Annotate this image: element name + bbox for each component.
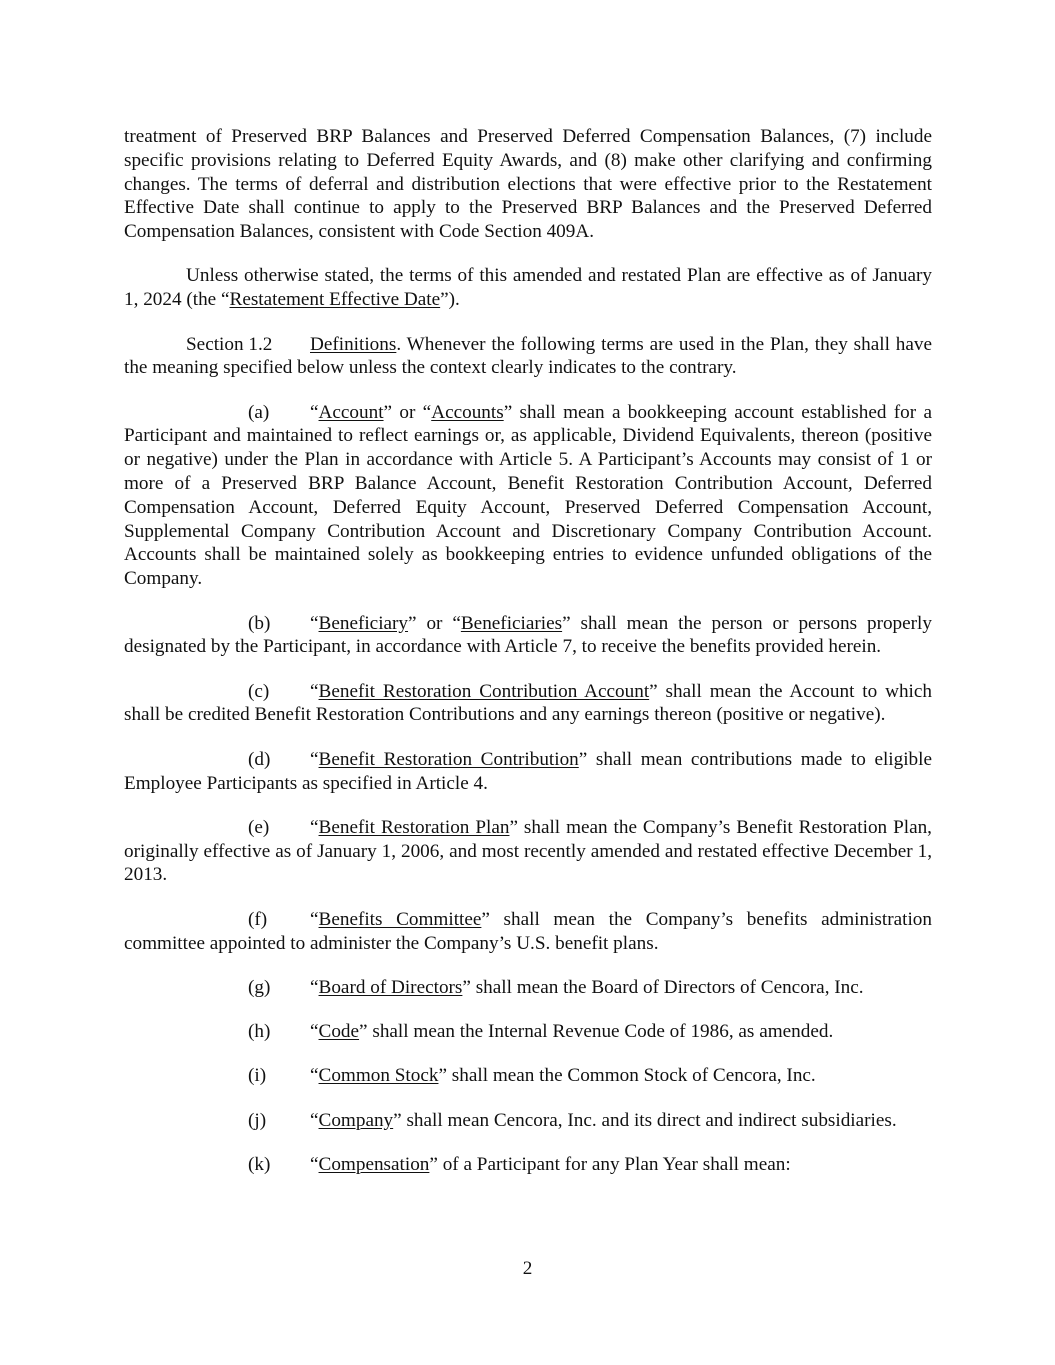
section-heading-paragraph	[124, 333, 932, 381]
defined-term: Benefit Restoration Contribution	[318, 748, 579, 770]
term-connector: ” or “	[383, 401, 432, 423]
effective-text-before: Unless otherwise stated, the terms of this amended and restated Plan are effective as of January 1, 2024 (the “	[124, 265, 932, 311]
definition-e	[124, 816, 932, 887]
definition-text: ” of a Participant for any Plan Year shall mean:	[429, 1154, 791, 1175]
open-quote: “	[310, 976, 319, 998]
defined-term: Beneficiary	[318, 612, 409, 634]
definition-text: ” shall mean Cencora, Inc. and its direct and indirect subsidiaries.	[393, 1109, 897, 1131]
effective-text-after: ”).	[440, 289, 460, 311]
definition-text: ” shall mean the Board of Directors of Cencora, Inc.	[462, 976, 864, 998]
definition-text: ” shall mean the Common Stock of Cencora, Inc.	[438, 1065, 816, 1087]
defined-term: Board of Directors	[318, 976, 463, 998]
definition-label: (h)	[248, 1021, 271, 1043]
defined-term: Company	[318, 1109, 394, 1131]
definition-a	[124, 401, 932, 591]
definition-text: ” shall mean the Account to which shall be credited Benefit Restoration Contributions and any earnings thereon (positive or negative).	[124, 680, 932, 726]
definition-k	[124, 1153, 932, 1177]
definition-text: ” shall mean the Company’s benefits administration committee appointed to administer the Company’s U.S. benefit plans.	[124, 908, 932, 954]
defined-term: Common Stock	[318, 1065, 439, 1087]
document-page	[124, 125, 932, 1177]
term-connector: ” or “	[408, 612, 461, 634]
definition-h	[124, 1020, 932, 1044]
open-quote: “	[310, 612, 319, 634]
open-quote: “	[310, 1065, 319, 1087]
open-quote: “	[310, 908, 319, 930]
definition-i	[124, 1064, 932, 1088]
definition-label: (g)	[248, 976, 271, 998]
definition-f	[124, 908, 932, 956]
definition-label: (i)	[248, 1065, 267, 1087]
defined-term: Account	[318, 401, 384, 423]
definition-c	[124, 680, 932, 728]
definition-text: ” shall mean a bookkeeping account established for a Participant and maintained to reflect earnings or, as applicable, Dividend Equivalents, thereon (positive or negative) under the Plan in accordance with Article 5. A Participant’s Accounts may consist of 1 or more of a Preserved BRP Balance Account, Benefit Restoration Contribution Account, Deferred Compensation Account, Deferred Equity Account, Preserved Deferred Compensation Account, Supplemental Company Contribution Account and Discretionary Company Contribution Account. Accounts shall be maintained solely as bookkeeping entries to evidence unfunded obligations of the Company.	[124, 401, 932, 590]
section-text: . Whenever the following terms are used in the Plan, they shall have the meaning specified below unless the context clearly indicates to the contrary.	[124, 333, 932, 379]
open-quote: “	[310, 401, 319, 423]
open-quote: “	[310, 816, 319, 838]
defined-term: Code	[318, 1021, 360, 1043]
intro-paragraph: treatment of Preserved BRP Balances and Preserved Deferred Compensation Balances, (7) include specific provisions relating to Deferred Equity Awards, and (8) make other clarifying and confirming changes. The terms of deferral and distribution elections that were effective prior to the Restatement Effective Date shall continue to apply to the Preserved BRP Balances and the Preserved Deferred Compensation Balances, consistent with Code Section 409A.	[124, 126, 932, 243]
section-number: Section 1.2	[186, 333, 273, 355]
open-quote: “	[310, 1021, 319, 1043]
open-quote: “	[310, 1109, 319, 1131]
defined-term: Benefit Restoration Contribution Account	[318, 680, 650, 702]
definition-label: (a)	[248, 401, 270, 423]
section-title: Definitions	[310, 333, 397, 355]
definition-label: (e)	[248, 816, 270, 838]
page-number: 2	[522, 1258, 533, 1279]
open-quote: “	[310, 748, 319, 770]
definition-text: ” shall mean the Company’s Benefit Restoration Plan, originally effective as of January 1, 2006, and most recently amended and restated effective December 1, 2013.	[124, 816, 932, 886]
definition-b	[124, 612, 932, 660]
defined-term: Accounts	[431, 401, 504, 423]
definition-label: (c)	[248, 680, 270, 702]
open-quote: “	[310, 1154, 319, 1175]
definition-text: ” shall mean the Internal Revenue Code of 1986, as amended.	[359, 1021, 834, 1043]
definition-label: (j)	[248, 1109, 267, 1131]
defined-term: Beneficiaries	[460, 612, 563, 634]
definition-j	[124, 1109, 932, 1133]
definition-label: (b)	[248, 612, 271, 634]
defined-term: Benefits Committee	[318, 908, 482, 930]
definition-label: (k)	[248, 1154, 271, 1175]
defined-term: Benefit Restoration Plan	[318, 816, 510, 838]
definition-text: ” shall mean the person or persons properly designated by the Participant, in accordance with Article 7, to receive the benefits provided herein.	[124, 612, 932, 658]
defined-term: Restatement Effective Date	[229, 289, 441, 311]
definition-label: (f)	[248, 908, 268, 930]
definition-d	[124, 748, 932, 796]
effective-date-paragraph	[124, 264, 932, 312]
defined-term: Compensation	[318, 1154, 430, 1175]
definition-label: (d)	[248, 748, 271, 770]
definition-g	[124, 976, 932, 1000]
open-quote: “	[310, 680, 319, 702]
definition-text: ” shall mean contributions made to eligible Employee Participants as specified in Article 4.	[124, 748, 932, 794]
